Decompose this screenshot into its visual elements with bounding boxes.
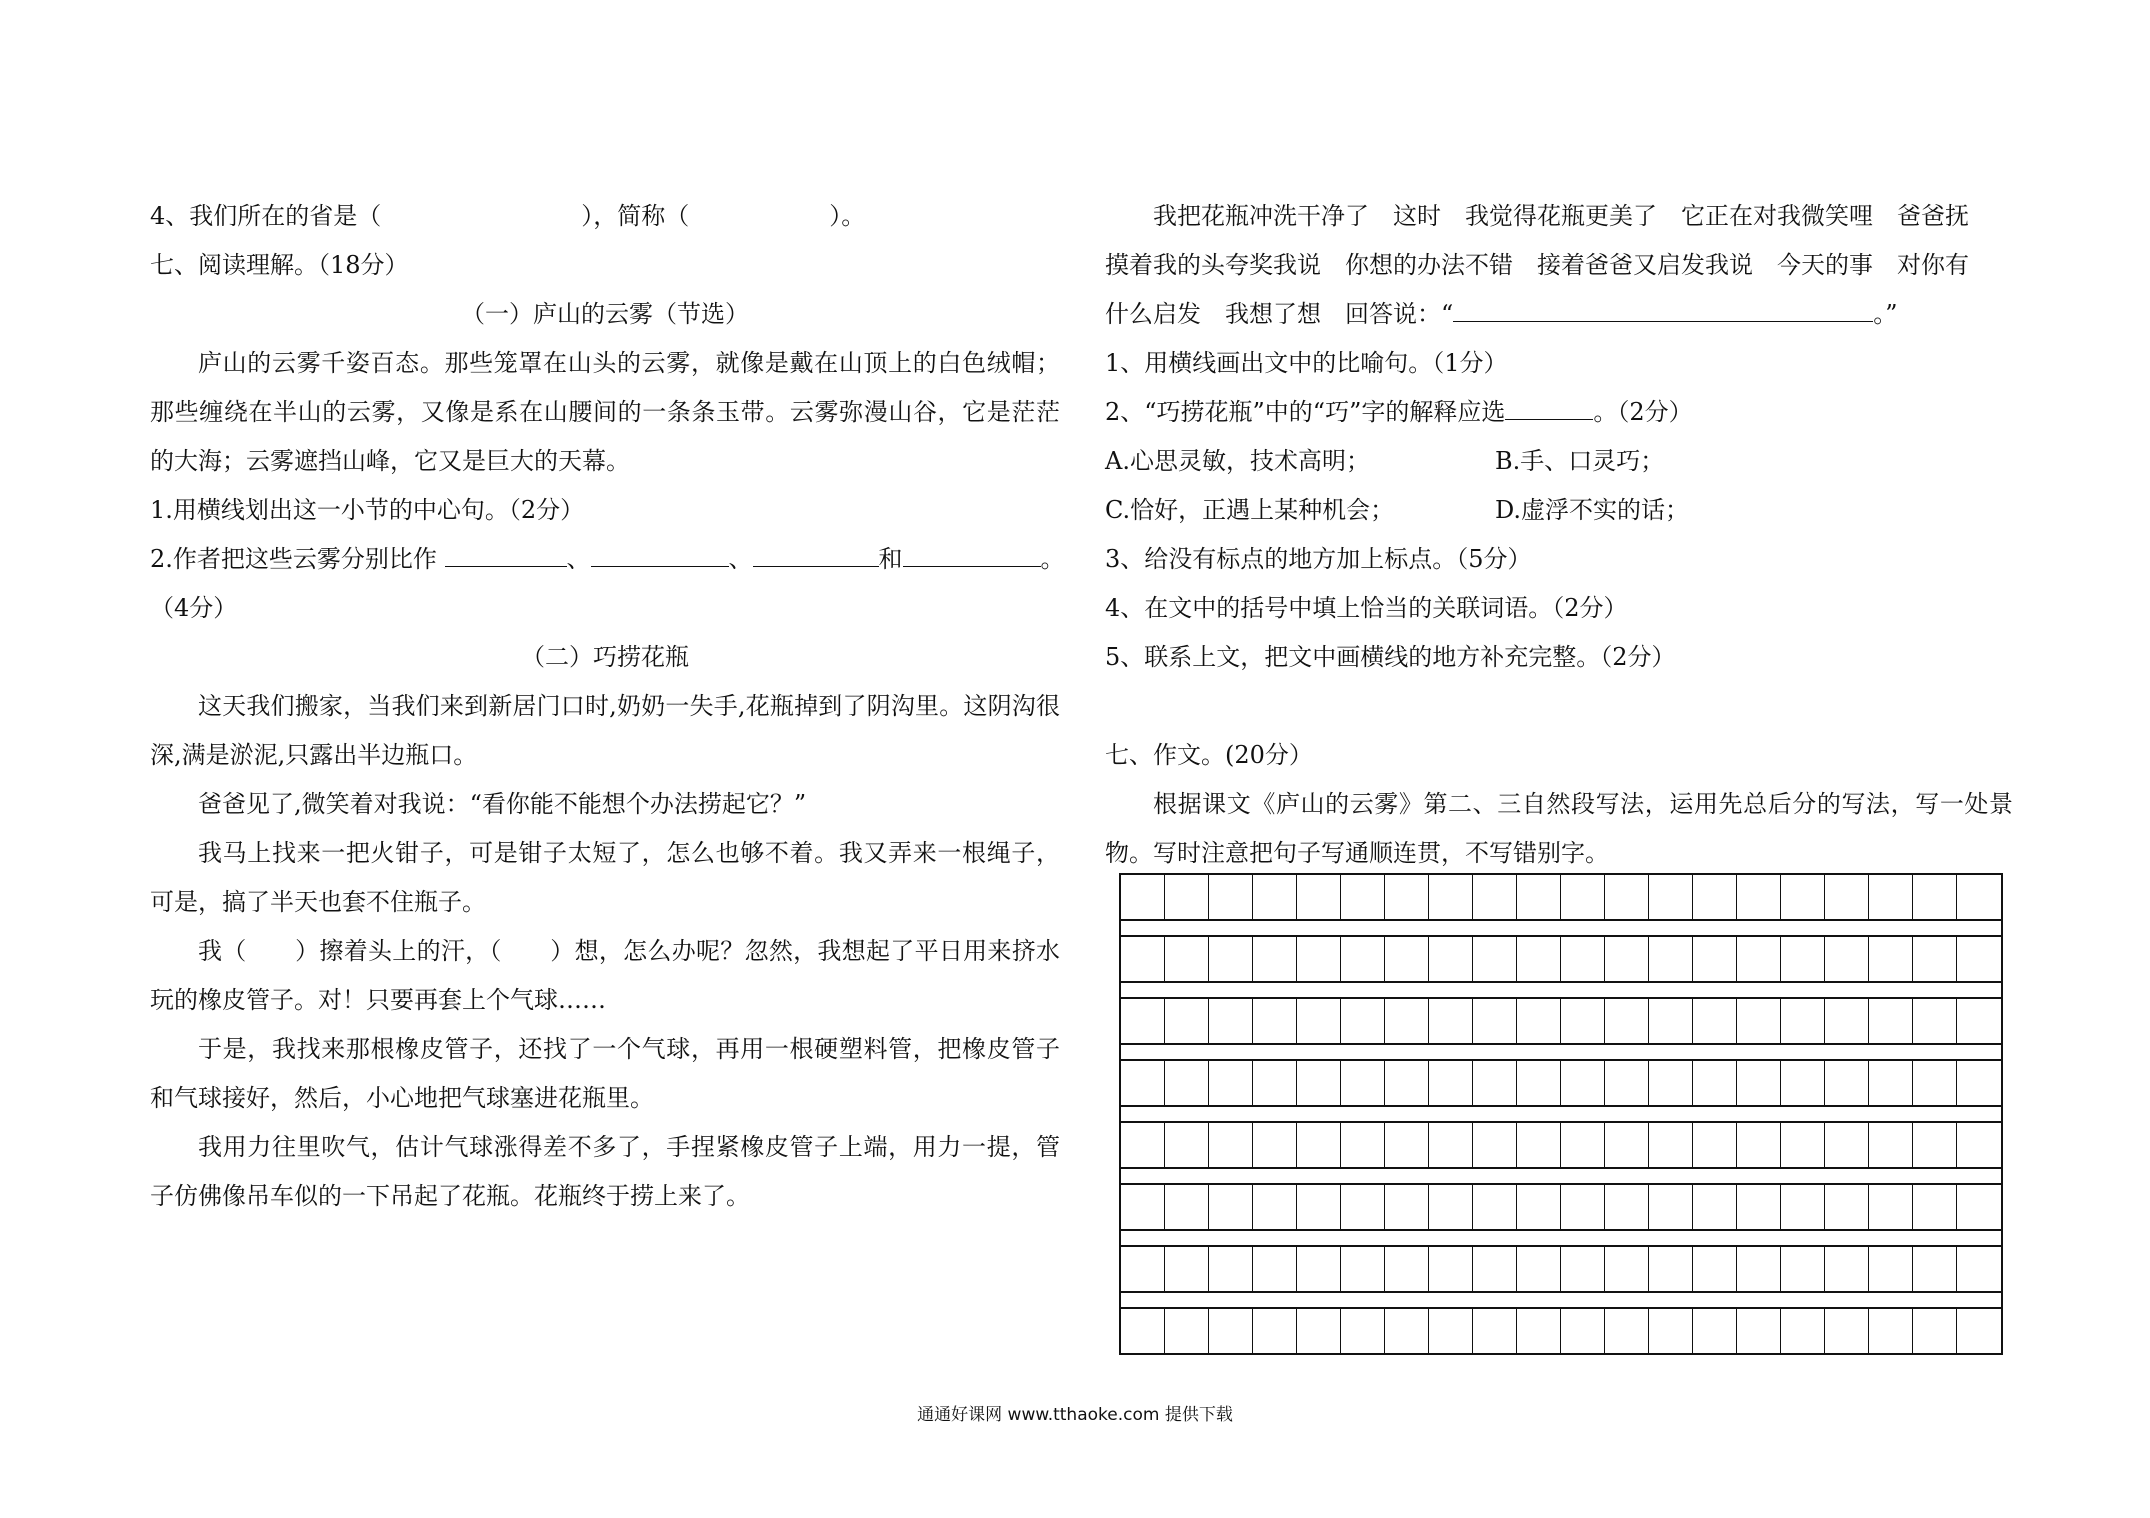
passage-1-title: （一）庐山的云雾（节选） [461,300,749,328]
grid-cell[interactable] [1121,1309,1165,1353]
section-7-heading: 七、阅读理解。（18分） [150,251,409,279]
question-4-text-c: ）。 [829,202,866,230]
grid-cell[interactable] [1517,999,1561,1043]
grid-cell[interactable] [1605,1123,1649,1167]
grid-cell[interactable] [1737,875,1781,919]
grid-cell[interactable] [1297,875,1341,919]
grid-cell[interactable] [1825,1061,1869,1105]
grid-cell[interactable] [1165,937,1209,981]
grid-cell[interactable] [1517,937,1561,981]
option-a: A.心思灵敏，技术高明； [1105,447,1370,475]
grid-cell[interactable] [1693,937,1737,981]
passage-1-question-2 [150,535,1065,584]
grid-cell[interactable] [1957,1061,2001,1105]
grid-cell[interactable] [1693,999,1737,1043]
grid-cell[interactable] [1385,1309,1429,1353]
grid-cell[interactable] [1825,999,1869,1043]
grid-cell[interactable] [1825,875,1869,919]
answer-blank-choice[interactable] [1505,393,1593,420]
question-2-text: 2.作者把这些云雾分别比作 [150,545,437,573]
grid-cell[interactable] [1473,937,1517,981]
options-row-2 [1105,486,2013,535]
grid-cell[interactable] [1429,1185,1473,1229]
grid-cell[interactable] [1341,875,1385,919]
grid-cell[interactable] [1649,1309,1693,1353]
grid-cell[interactable] [1121,1247,1165,1291]
grid-cell[interactable] [1341,1309,1385,1353]
options-row-1 [1105,437,2013,486]
grid-cell[interactable] [1605,1061,1649,1105]
separator: 、 [728,545,753,573]
grid-cell[interactable] [1957,875,2001,919]
passage-2-paragraph: 这天我们搬家，当我们来到新居门口时,奶奶一失手,花瓶掉到了阴沟里。这阴沟很深,满是淤泥,只露出半边瓶口。 [150,692,1060,769]
grid-cell[interactable] [1913,875,1957,919]
grid-cell[interactable] [1869,1247,1913,1291]
grid-cell[interactable] [1385,875,1429,919]
question-4-text-b: ），简称（ [581,202,690,230]
grid-cell[interactable] [1825,1247,1869,1291]
grid-cell[interactable] [1649,1061,1693,1105]
reading-question-3: 3、给没有标点的地方加上标点。（5分） [1105,545,1532,573]
grid-cell[interactable] [1605,1247,1649,1291]
grid-cell[interactable] [1561,1061,1605,1105]
grid-cell[interactable] [1605,1185,1649,1229]
grid-cell[interactable] [1385,1123,1429,1167]
grid-cell[interactable] [1561,1185,1605,1229]
grid-cell[interactable] [1341,1123,1385,1167]
grid-cell[interactable] [1605,1309,1649,1353]
grid-cell[interactable] [1517,1309,1561,1353]
right-column [1105,192,2013,878]
grid-cell[interactable] [1649,937,1693,981]
grid-cell[interactable] [1385,1061,1429,1105]
grid-cell[interactable] [1517,1247,1561,1291]
grid-cell[interactable] [1649,999,1693,1043]
grid-cell[interactable] [1253,937,1297,981]
grid-cell[interactable] [1341,937,1385,981]
composition-heading: 七、作文。(20分） [1105,741,1313,769]
passage-2-paragraph: 爸爸见了,微笑着对我说：“看你能不能想个办法捞起它？” [198,790,807,818]
grid-cell[interactable] [1781,1061,1825,1105]
grid-cell[interactable] [1561,1247,1605,1291]
grid-row [1121,935,2001,983]
grid-cell[interactable] [1781,937,1825,981]
answer-blank-4[interactable] [903,540,1041,567]
grid-cell[interactable] [1121,999,1165,1043]
reading-question-5: 5、联系上文，把文中画横线的地方补充完整。（2分） [1105,643,1676,671]
grid-cell[interactable] [1297,1123,1341,1167]
grid-cell[interactable] [1825,1185,1869,1229]
grid-row [1121,1059,2001,1107]
option-c: C.恰好，正遇上某种机会； [1105,496,1395,524]
passage-2-continued-line-2: 摸着我的头夸奖我说 你想的办法不错 接着爸爸又启发我说 今天的事 对你有 [1105,251,1969,279]
question-2-score: 。（2分） [1593,398,1693,426]
grid-cell[interactable] [1165,1185,1209,1229]
grid-cell[interactable] [1957,1185,2001,1229]
grid-cell[interactable] [1297,1309,1341,1353]
grid-cell[interactable] [1913,937,1957,981]
grid-cell[interactable] [1781,875,1825,919]
answer-blank-3[interactable] [753,540,879,567]
grid-cell[interactable] [1209,875,1253,919]
grid-cell[interactable] [1913,1247,1957,1291]
answer-blank-1[interactable] [445,540,567,567]
grid-cell[interactable] [1121,937,1165,981]
grid-cell[interactable] [1649,1247,1693,1291]
spacer [1105,682,2013,731]
passage-2-continued-line-3 [1105,290,2013,339]
passage-1-question-2-score: （4分） [150,594,238,622]
grid-cell[interactable] [1693,1061,1737,1105]
line-3-text: 什么启发 我想了想 回答说：“ [1105,300,1454,328]
grid-cell[interactable] [1781,1247,1825,1291]
grid-cell[interactable] [1693,1123,1737,1167]
grid-cell[interactable] [1517,1185,1561,1229]
grid-cell[interactable] [1869,1061,1913,1105]
grid-cell[interactable] [1869,937,1913,981]
grid-cell[interactable] [1253,875,1297,919]
grid-cell[interactable] [1429,875,1473,919]
grid-cell[interactable] [1429,1309,1473,1353]
grid-cell[interactable] [1957,999,2001,1043]
passage-1-question-1: 1.用横线划出这一小节的中心句。（2分） [150,496,585,524]
grid-cell[interactable] [1869,875,1913,919]
separator: 、 [566,545,591,573]
grid-cell[interactable] [1957,1247,2001,1291]
grid-cell[interactable] [1517,1061,1561,1105]
line-3-end: 。” [1873,300,1898,328]
grid-cell[interactable] [1737,937,1781,981]
grid-cell[interactable] [1473,999,1517,1043]
grid-cell[interactable] [1693,1309,1737,1353]
question-4 [150,192,1060,241]
answer-blank-2[interactable] [591,540,729,567]
grid-cell[interactable] [1209,999,1253,1043]
passage-2-paragraph: 于是，我找来那根橡皮管子，还找了一个气球，再用一根硬塑料管，把橡皮管子和气球接好，然后，小心地把气球塞进花瓶里。 [150,1035,1060,1112]
grid-cell[interactable] [1209,1309,1253,1353]
grid-cell[interactable] [1165,1309,1209,1353]
grid-cell[interactable] [1297,1247,1341,1291]
grid-cell[interactable] [1913,1123,1957,1167]
grid-cell[interactable] [1429,999,1473,1043]
question-4-text: 4、我们所在的省是（ [150,202,382,230]
grid-cell[interactable] [1121,875,1165,919]
grid-cell[interactable] [1605,999,1649,1043]
grid-cell[interactable] [1693,1185,1737,1229]
composition-instructions: 根据课文《庐山的云雾》第二、三自然段写法，运用先总后分的写法，写一处景物。写时注意把句子写通顺连贯，不写错别字。 [1105,790,2013,867]
grid-cell[interactable] [1165,999,1209,1043]
grid-cell[interactable] [1737,999,1781,1043]
passage-2-paragraph: 我马上找来一把火钳子，可是钳子太短了，怎么也够不着。我又弄来一根绳子，可是，搞了半天也套不住瓶子。 [150,839,1060,916]
grid-cell[interactable] [1253,999,1297,1043]
grid-cell[interactable] [1737,1309,1781,1353]
grid-cell[interactable] [1165,875,1209,919]
grid-cell[interactable] [1429,1123,1473,1167]
grid-cell[interactable] [1253,1061,1297,1105]
reading-question-4: 4、在文中的括号中填上恰当的关联词语。（2分） [1105,594,1628,622]
grid-cell[interactable] [1297,1185,1341,1229]
grid-cell[interactable] [1429,1247,1473,1291]
grid-cell[interactable] [1869,1123,1913,1167]
option-b: B.手、口灵巧； [1495,447,1665,475]
grid-cell[interactable] [1385,1247,1429,1291]
grid-cell[interactable] [1209,1247,1253,1291]
grid-cell[interactable] [1165,1123,1209,1167]
grid-cell[interactable] [1429,1061,1473,1105]
grid-row [1121,1307,2001,1355]
grid-cell[interactable] [1473,1185,1517,1229]
question-2-text: 2、“巧捞花瓶”中的“巧”字的解释应选 [1105,398,1506,426]
grid-row [1121,1245,2001,1293]
grid-cell[interactable] [1297,937,1341,981]
grid-cell[interactable] [1209,1061,1253,1105]
grid-cell[interactable] [1561,1123,1605,1167]
grid-row [1121,873,2001,921]
grid-cell[interactable] [1253,1247,1297,1291]
grid-cell[interactable] [1297,999,1341,1043]
grid-cell[interactable] [1913,999,1957,1043]
grid-cell[interactable] [1913,1185,1957,1229]
grid-cell[interactable] [1825,1309,1869,1353]
grid-cell[interactable] [1561,1309,1605,1353]
grid-cell[interactable] [1649,1123,1693,1167]
grid-cell[interactable] [1385,999,1429,1043]
answer-blank-reply[interactable] [1453,295,1873,322]
composition-writing-grid[interactable] [1119,873,2003,1355]
grid-cell[interactable] [1957,1123,2001,1167]
grid-cell[interactable] [1253,1185,1297,1229]
grid-cell[interactable] [1825,937,1869,981]
separator-and: 和 [878,545,903,573]
grid-cell[interactable] [1781,1185,1825,1229]
grid-row [1121,1121,2001,1169]
grid-cell[interactable] [1781,999,1825,1043]
grid-cell[interactable] [1385,1185,1429,1229]
passage-2-paragraph: 我用力往里吹气，估计气球涨得差不多了，手捏紧橡皮管子上端，用力一提，管子仿佛像吊车似的一下吊起了花瓶。花瓶终于捞上来了。 [150,1133,1060,1210]
grid-cell[interactable] [1209,1185,1253,1229]
grid-cell[interactable] [1781,1309,1825,1353]
grid-cell[interactable] [1737,1247,1781,1291]
footer-source: 通通好课网 www.tthaoke.com 提供下载 [917,1405,1233,1425]
grid-cell[interactable] [1517,1123,1561,1167]
passage-2-continued-line-1: 我把花瓶冲洗干净了 这时 我觉得花瓶更美了 它正在对我微笑哩 爸爸抚 [1153,202,1969,230]
grid-cell[interactable] [1121,1123,1165,1167]
grid-cell[interactable] [1605,875,1649,919]
grid-cell[interactable] [1385,937,1429,981]
grid-cell[interactable] [1209,937,1253,981]
grid-cell[interactable] [1737,1123,1781,1167]
grid-cell[interactable] [1473,1247,1517,1291]
left-column [150,192,1065,1221]
reading-question-1: 1、用横线画出文中的比喻句。（1分） [1105,349,1508,377]
grid-cell[interactable] [1165,1247,1209,1291]
grid-cell[interactable] [1649,875,1693,919]
grid-cell[interactable] [1121,1185,1165,1229]
grid-cell[interactable] [1253,1123,1297,1167]
grid-cell[interactable] [1869,1185,1913,1229]
grid-cell[interactable] [1121,1061,1165,1105]
grid-cell[interactable] [1341,1185,1385,1229]
grid-cell[interactable] [1473,1061,1517,1105]
grid-cell[interactable] [1825,1123,1869,1167]
period: 。 [1040,545,1065,573]
grid-cell[interactable] [1341,999,1385,1043]
grid-cell[interactable] [1341,1061,1385,1105]
grid-cell[interactable] [1781,1123,1825,1167]
grid-cell[interactable] [1561,999,1605,1043]
grid-cell[interactable] [1693,1247,1737,1291]
option-d: D.虚浮不实的话； [1495,496,1690,524]
grid-cell[interactable] [1473,1123,1517,1167]
grid-cell[interactable] [1473,875,1517,919]
grid-cell[interactable] [1561,875,1605,919]
grid-cell[interactable] [1957,937,2001,981]
grid-cell[interactable] [1253,1309,1297,1353]
grid-cell[interactable] [1209,1123,1253,1167]
grid-cell[interactable] [1297,1061,1341,1105]
grid-cell[interactable] [1341,1247,1385,1291]
grid-cell[interactable] [1693,875,1737,919]
reading-question-2 [1105,388,2013,437]
grid-cell[interactable] [1473,1309,1517,1353]
grid-cell[interactable] [1165,1061,1209,1105]
grid-cell[interactable] [1737,1185,1781,1229]
grid-row [1121,997,2001,1045]
grid-cell[interactable] [1913,1061,1957,1105]
passage-1-text: 庐山的云雾千姿百态。那些笼罩在山头的云雾，就像是戴在山顶上的白色绒帽；那些缠绕在半山的云雾，又像是系在山腰间的一条条玉带。云雾弥漫山谷，它是茫茫的大海；云雾遮挡山峰，它又是巨大的天幕。 [150,349,1060,475]
grid-cell[interactable] [1869,999,1913,1043]
grid-cell[interactable] [1561,937,1605,981]
grid-row [1121,1183,2001,1231]
grid-cell[interactable] [1737,1061,1781,1105]
grid-cell[interactable] [1605,937,1649,981]
grid-cell[interactable] [1913,1309,1957,1353]
passage-2-title: （二）巧捞花瓶 [521,643,689,671]
grid-cell[interactable] [1957,1309,2001,1353]
grid-cell[interactable] [1517,875,1561,919]
grid-cell[interactable] [1429,937,1473,981]
passage-2-paragraph: 我（ ）擦着头上的汗，（ ）想，怎么办呢？忽然，我想起了平日用来挤水玩的橡皮管子。对！只要再套上个气球…… [150,937,1060,1014]
grid-cell[interactable] [1869,1309,1913,1353]
grid-cell[interactable] [1649,1185,1693,1229]
